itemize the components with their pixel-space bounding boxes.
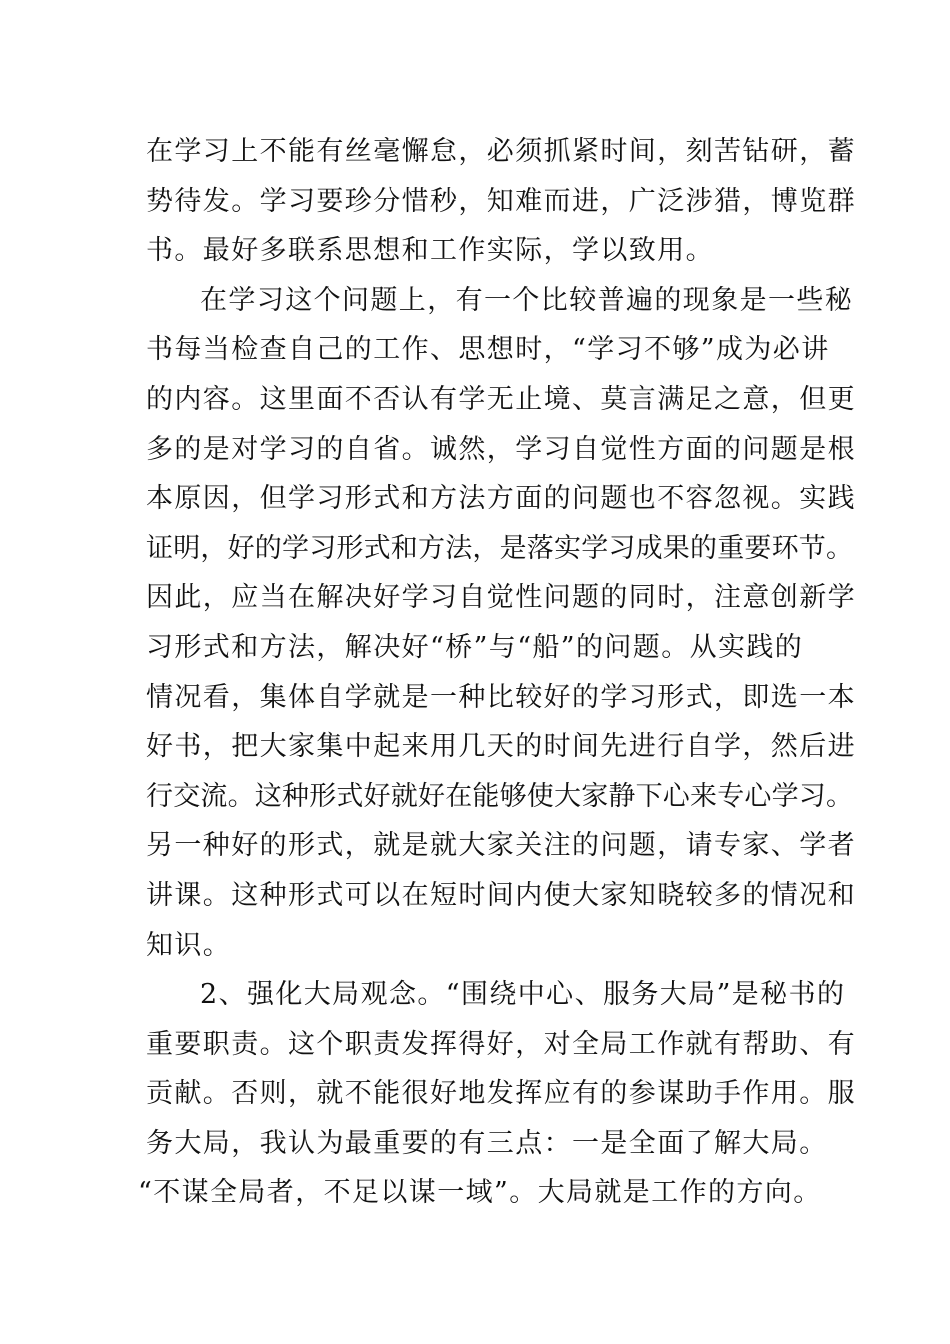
- paragraph-1: [146, 127, 856, 276]
- text-line: 2、强化大局观念。“围绕中心、服务大局”是秘书的: [200, 979, 846, 1011]
- text-line: 本原因，但学习形式和方法方面的问题也不容忽视。实践: [146, 483, 856, 515]
- text-line: 的内容。这里面不否认有学无止境、莫言满足之意，但更: [146, 383, 856, 415]
- text-line: 书。最好多联系思想和工作实际，学以致用。: [146, 235, 714, 267]
- paragraph-2: [146, 276, 856, 970]
- text-line: 讲课。这种形式可以在短时间内使大家知晓较多的情况和: [146, 879, 856, 911]
- document-body: [138, 127, 856, 1218]
- text-line: 知识。: [146, 929, 232, 961]
- text-line: 另一种好的形式，就是就大家关注的问题，请专家、学者: [146, 830, 856, 862]
- text-line: 因此，应当在解决好学习自觉性问题的同时，注意创新学: [146, 582, 856, 614]
- text-line: 证明，好的学习形式和方法，是落实学习成果的重要环节。: [146, 532, 854, 564]
- text-line: “不谋全局者，不足以谋一域”。大局就是工作的方向。: [138, 1177, 822, 1209]
- text-line: 务大局，我认为最重要的有三点：一是全面了解大局。: [146, 1127, 828, 1159]
- text-line: 行交流。这种形式好就好在能够使大家静下心来专心学习。: [146, 780, 854, 812]
- text-line: 情况看，集体自学就是一种比较好的学习形式，即选一本: [146, 681, 856, 713]
- text-line: 多的是对学习的自省。诚然，学习自觉性方面的问题是根: [146, 433, 856, 465]
- text-line: 书每当检查自己的工作、思想时，“学习不够”成为必讲: [146, 334, 830, 366]
- text-line: 势待发。学习要珍分惜秒，知难而进，广泛涉猎，博览群: [146, 185, 856, 217]
- text-line: 在学习这个问题上，有一个比较普遍的现象是一些秘: [200, 284, 854, 316]
- text-line: 习形式和方法，解决好“桥”与“船”的问题。从实践的: [146, 631, 804, 663]
- text-line: 贡献。否则，就不能很好地发挥应有的参谋助手作用。服: [146, 1078, 856, 1110]
- text-line: 好书，把大家集中起来用几天的时间先进行自学，然后进: [146, 731, 856, 763]
- text-line: 在学习上不能有丝毫懈怠，必须抓紧时间，刻苦钻研，蓄: [146, 136, 856, 167]
- text-line: 重要职责。这个职责发挥得好，对全局工作就有帮助、有: [146, 1028, 856, 1060]
- paragraph-3: [138, 970, 856, 1218]
